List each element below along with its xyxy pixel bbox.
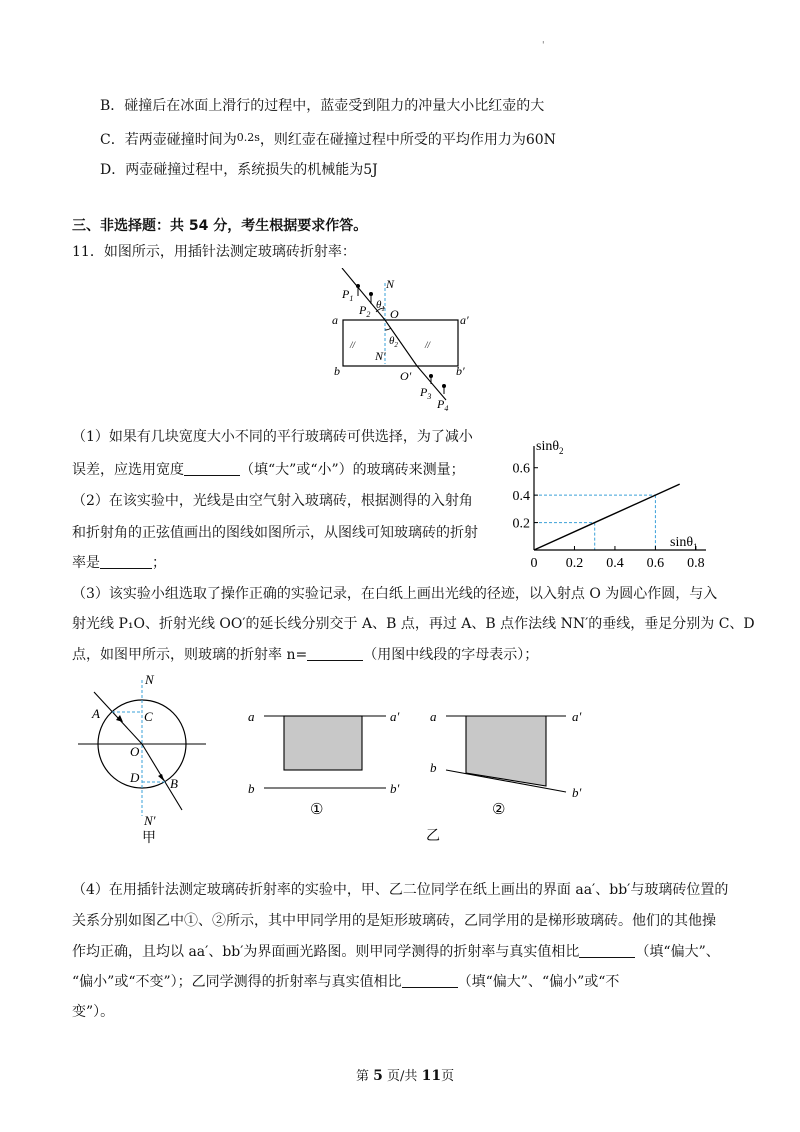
pin-p1-head (356, 284, 360, 288)
q11-part3-line3 (72, 645, 538, 665)
label-n-prime: N′ (144, 813, 156, 828)
label-theta2: $\theta_2$ (389, 335, 398, 349)
q11-part4-text-c: “偏小”或“不变”）；乙同学测得的折射率与真实值相比 (72, 974, 402, 990)
q11-part2-text-a: 率是 (72, 555, 100, 571)
fig1-label-a: a (248, 709, 255, 724)
label-p3: $P_3$ (420, 385, 432, 401)
q11-part4-line1: （4）在用插针法测定玻璃砖折射率的实验中，甲、乙二位同学在纸上画出的界面 aa′、bb′与玻璃砖位置的 (72, 882, 729, 898)
q11-part2-line1: （2）在该实验中，光线是由空气射入玻璃砖，根据测得的入射角 (72, 493, 473, 509)
chart-y-label: sinθ$_2$ (536, 439, 564, 456)
x-tick-label: 0.6 (646, 556, 665, 571)
footer-page-number: 5 (373, 1068, 383, 1084)
footer-text-3: 页 (441, 1069, 455, 1084)
header-mark: ' (542, 41, 545, 51)
option-c-time: 0.2s (236, 131, 260, 144)
fig1-label-b: b (248, 781, 255, 796)
label-o: O (130, 744, 140, 759)
option-c (100, 128, 556, 150)
fig2-glass-brick (466, 716, 546, 786)
answer-blank-5[interactable] (402, 973, 458, 988)
label-o-prime: O′ (400, 369, 412, 383)
chart-series-line (534, 484, 680, 550)
q11-part4-text-d: （填“偏大”、“偏小”或“不 (457, 974, 620, 990)
footer-text-1: 第 (356, 1069, 370, 1084)
fig1-label-b-prime: b′ (390, 781, 400, 796)
x-tick-label: 0 (530, 556, 538, 571)
pin-p4-head (442, 384, 446, 388)
option-c-text-2: ，则红壶在碰撞过程中所受的平均作用力为 (259, 132, 526, 148)
option-d-text: D．两壶碰撞过程中，系统损失的机械能为 (100, 162, 364, 178)
section-title: 三、非选择题：共 54 分，考生根据要求作答。 (72, 218, 368, 234)
fig2-label-b: b (430, 760, 437, 775)
q11-part2-line2: 和折射角的正弦值画出的图线如图所示，从图线可知玻璃砖的折射 (72, 525, 478, 541)
page-footer (356, 1066, 454, 1087)
y-tick-label: 0.4 (512, 489, 530, 505)
chart-x-label: sinθ$_1$ (670, 535, 698, 552)
label-b: B (170, 776, 178, 791)
q11-part4-line3 (72, 942, 720, 962)
q11-part3-line2: 射光线 P₁O、折射光线 OO′的延长线分别交于 A、B 点，再过 A、B 点作法线 NN′的垂线，垂足分别为 C、D (72, 616, 755, 632)
footer-total-pages: 11 (421, 1068, 442, 1084)
q11-part2-text-b: ； (152, 555, 166, 571)
answer-blank-1[interactable] (184, 461, 240, 476)
pin-p2-head (369, 292, 373, 296)
option-c-force: 60N (525, 132, 556, 148)
fig1-glass-brick (284, 716, 362, 770)
label-n-prime: N′ (375, 349, 386, 363)
ray-arrow-incident (116, 715, 123, 722)
footer-text-2: 页/共 (387, 1069, 418, 1084)
answer-blank-3[interactable] (307, 646, 363, 661)
label-b: b (334, 364, 340, 378)
glass-hatch-left: // (350, 340, 356, 350)
y-tick-label: 0.2 (512, 516, 530, 532)
label-p4: $P_4$ (437, 397, 449, 413)
label-o: O (390, 307, 399, 321)
x-tick-label: 0.8 (687, 556, 705, 571)
x-tick-label: 0.4 (606, 556, 624, 571)
label-n: N (145, 672, 154, 687)
fig2-label-a: a (430, 709, 437, 724)
answer-blank-2[interactable] (100, 554, 152, 569)
sin-chart (498, 436, 720, 574)
label-c: C (144, 709, 153, 724)
label-a: A (92, 706, 100, 721)
option-d-energy: 5J (363, 162, 378, 178)
q11-part4-text-b: （填“偏大”、 (635, 944, 720, 960)
q11-part2-line3 (72, 553, 166, 573)
ray-arrow-refracted (158, 774, 164, 781)
label-d: D (130, 770, 140, 785)
fig1-label-a-prime: a′ (390, 709, 400, 724)
fig1-number-label: ① (310, 802, 324, 818)
theta2-arc (385, 328, 391, 330)
fig-yi (240, 700, 620, 850)
label-b-prime: b′ (456, 364, 465, 378)
q11-part4-line5: 变”）。 (72, 1004, 115, 1020)
q11-part3-line1: （3）该实验小组选取了操作正确的实验记录，在白纸上画出光线的径迹，以入射点 O 为圆心作圆，与入 (72, 586, 718, 602)
fig-circle-jia (78, 670, 218, 848)
q11-part4-line2: 关系分别如图乙中①、②所示，其中甲同学用的是矩形玻璃砖，乙同学用的是梯形玻璃砖。他们的其他操 (72, 913, 716, 929)
y-tick-label: 0.6 (512, 461, 530, 477)
label-p2: $P_2$ (359, 303, 371, 319)
x-tick-label: 0.2 (565, 556, 584, 571)
fig2-number-label: ② (492, 802, 506, 818)
q11-part3-text-a: 点，如图甲所示，则玻璃的折射率 n= (72, 647, 308, 663)
q11-part1-text-b: （填“大”或“小”）的玻璃砖来测量； (240, 462, 465, 478)
pin-p3-head (429, 374, 433, 378)
q11-part4-text-a: 作均正确，且均以 aa′、bb′为界面画光路图。则甲同学测得的折射率与真实值相比 (72, 944, 580, 960)
q11-part1-line2 (72, 460, 465, 480)
q11-part4-line4 (72, 972, 619, 992)
caption-yi: 乙 (426, 829, 440, 844)
q11-part1-text-a: 误差，应选用宽度 (72, 462, 184, 478)
label-a: a (332, 313, 338, 327)
fig2-label-a-prime: a′ (572, 709, 582, 724)
label-theta1: $\theta_1$ (376, 299, 385, 313)
q11-intro: 11．如图所示，用插针法测定玻璃砖折射率： (72, 244, 356, 260)
glass-hatch-right: // (425, 340, 431, 350)
label-n: N (386, 277, 395, 291)
caption-jia: 甲 (142, 831, 156, 846)
fig2-label-b-prime: b′ (572, 785, 582, 800)
answer-blank-4[interactable] (579, 943, 635, 958)
option-d (100, 160, 378, 180)
option-c-text-1: C．若两壶碰撞时间为 (100, 132, 237, 148)
option-b: B．碰撞后在冰面上滑行的过程中，蓝壶受到阻力的冲量大小比红壶的大 (100, 98, 545, 114)
label-a-prime: a′ (460, 313, 469, 327)
label-p1: $P_1$ (342, 287, 354, 303)
q11-part3-text-b: （用图中线段的字母表示）； (363, 647, 539, 663)
fig-glass-brick (320, 268, 480, 414)
q11-part1-line1: （1）如果有几块宽度大小不同的平行玻璃砖可供选择，为了减小 (72, 429, 473, 445)
